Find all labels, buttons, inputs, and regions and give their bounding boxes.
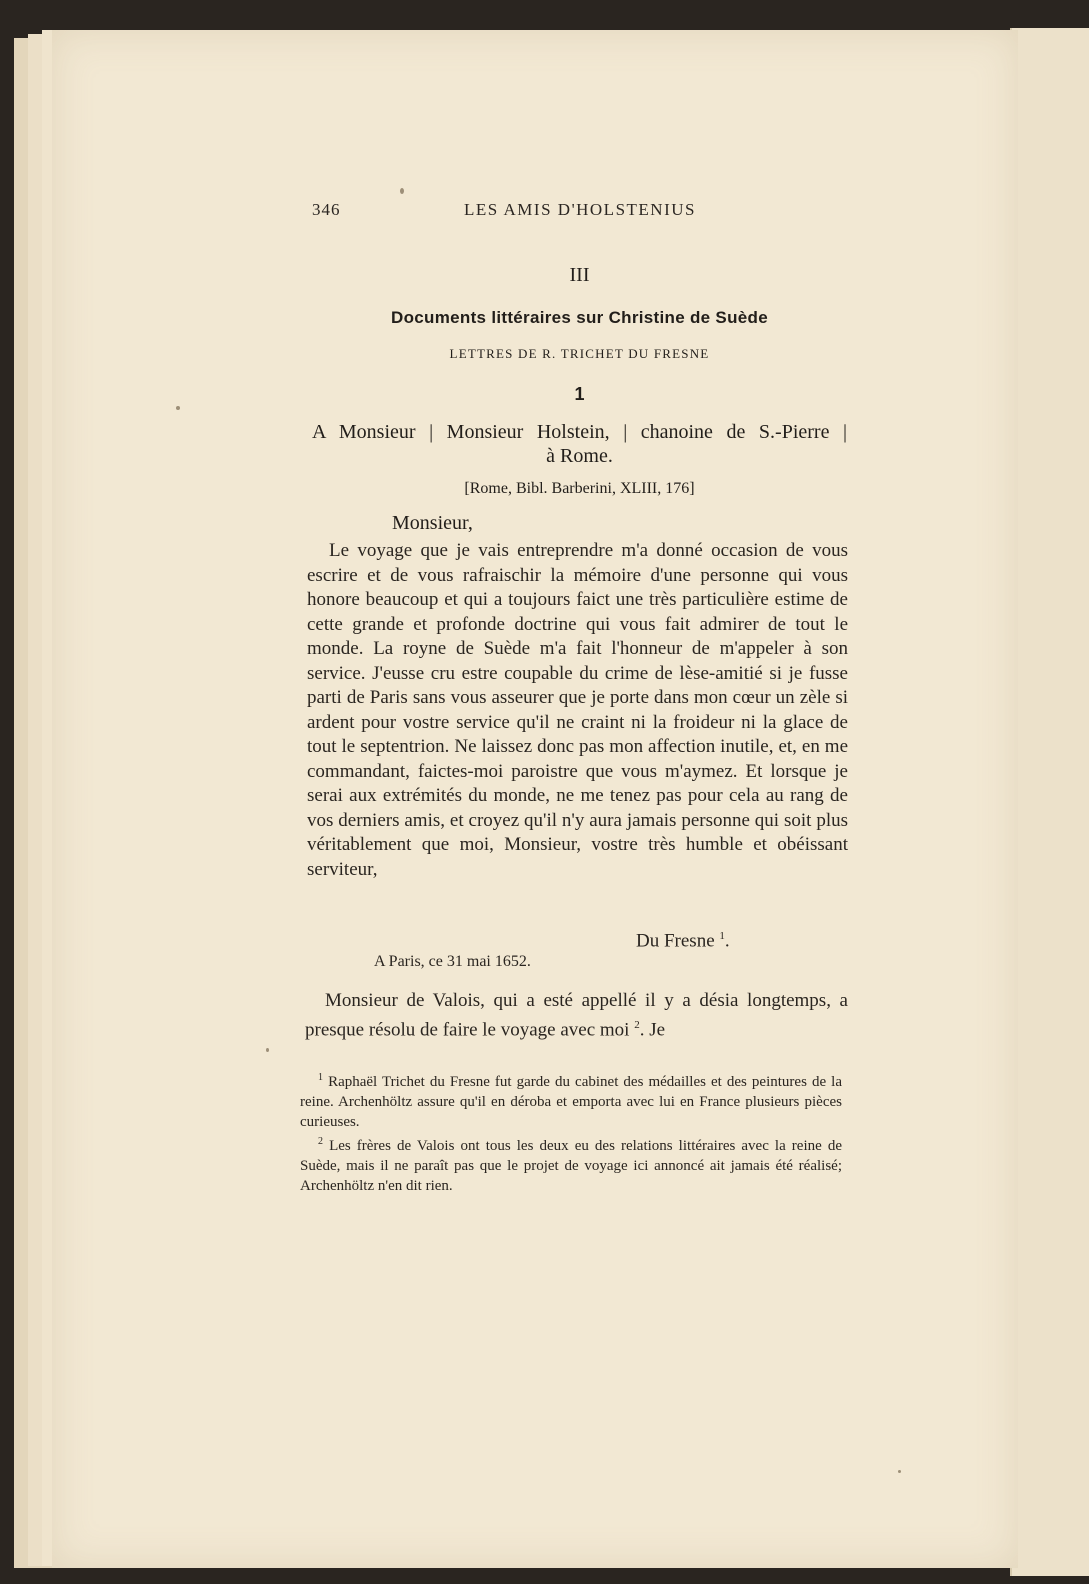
- footnote-text: Les frères de Valois ont tous les deux eu des relations littéraires avec la reine de Suède, mais il ne paraît pas que le projet de voyage ici annoncé ait jamais été réalisé; Archenhöltz n'en dit rien.: [300, 1138, 842, 1194]
- facing-page-edge: [1010, 28, 1089, 1576]
- paper-speck: [266, 1048, 269, 1052]
- footnote-marker: 1: [318, 1072, 323, 1083]
- letter-dateline: A Paris, ce 31 mai 1652.: [374, 953, 531, 970]
- letter-body: Le voyage que je vais entreprendre m'a donné occasion de vous escrire et de vous rafraischir la mémoire d'une personne qui vous honore beaucoup et qui a toujours faict une très particulière estime de cette grande et profonde doctrine qui vous fait admirer de tout le monde. La royne de Suède m'a fait l'honneur de m'appeler à son service. J'eusse cru estre coupable du crime de lèse-amitié si je fusse parti de Paris sans vous asseurer que je porte dans mon cœur un zèle si ardent pour vostre service qu'il ne craint ni la froideur ni la glace de tout le septentrion. Ne laissez donc pas mon affection inutile, et, en me commandant, faictes-moi paroistre que vous m'aymez. Et lorsque je serai aux extrémités du monde, ne me tenez pas pour cela au rang de vos derniers amis, et croyez qu'il n'y aura jamais personne qui soit plus véritablement que moi, Monsieur, vostre très humble et obéissant serviteur,: [307, 540, 848, 880]
- letter-address: A Monsieur | Monsieur Holstein, | chanoine de S.-Pierre |: [312, 421, 847, 443]
- section-subtitle: LETTRES DE R. TRICHET DU FRESNE: [449, 346, 710, 361]
- manuscript-source: [Rome, Bibl. Barberini, XLIII, 176]: [464, 480, 695, 497]
- footnotes: [300, 1068, 842, 1196]
- footnote: [300, 1132, 842, 1196]
- letter-number: 1: [574, 384, 585, 404]
- running-head: LES AMIS D'HOLSTENIUS: [464, 200, 696, 219]
- continuation-paragraph: [305, 988, 848, 1042]
- footnote-text: Raphaël Trichet du Fresne fut garde du cabinet des médailles et des peintures de la reine. Archenhöltz assure qu'il en déroba et emporta avec lui en France plusieurs pièces curieuses.: [300, 1074, 842, 1130]
- signature-text: Du Fresne: [636, 930, 715, 952]
- page-number: 346: [312, 200, 341, 219]
- letter-address-city: à Rome.: [546, 445, 613, 467]
- footnote-ref: 2: [634, 1019, 640, 1031]
- paper-speck: [400, 188, 404, 194]
- letter-signature: Du Fresne $^1$.: [636, 930, 730, 952]
- footnote-ref: 1: [719, 930, 725, 942]
- continuation-tail: . Je: [639, 1019, 666, 1041]
- section-title: Documents littéraires sur Christine de Suède: [391, 308, 768, 327]
- letter-salutation: Monsieur,: [392, 512, 473, 534]
- footnote-marker: 2: [318, 1136, 323, 1147]
- paper-speck: [176, 406, 180, 410]
- running-header: [312, 200, 847, 224]
- section-number: III: [569, 264, 590, 286]
- footnote: [300, 1068, 842, 1132]
- paper-speck: [898, 1470, 901, 1473]
- continuation-text: Monsieur de Valois, qui a esté appellé il y a désia longtemps, a presque résolu de faire le voyage avec moi: [305, 990, 848, 1041]
